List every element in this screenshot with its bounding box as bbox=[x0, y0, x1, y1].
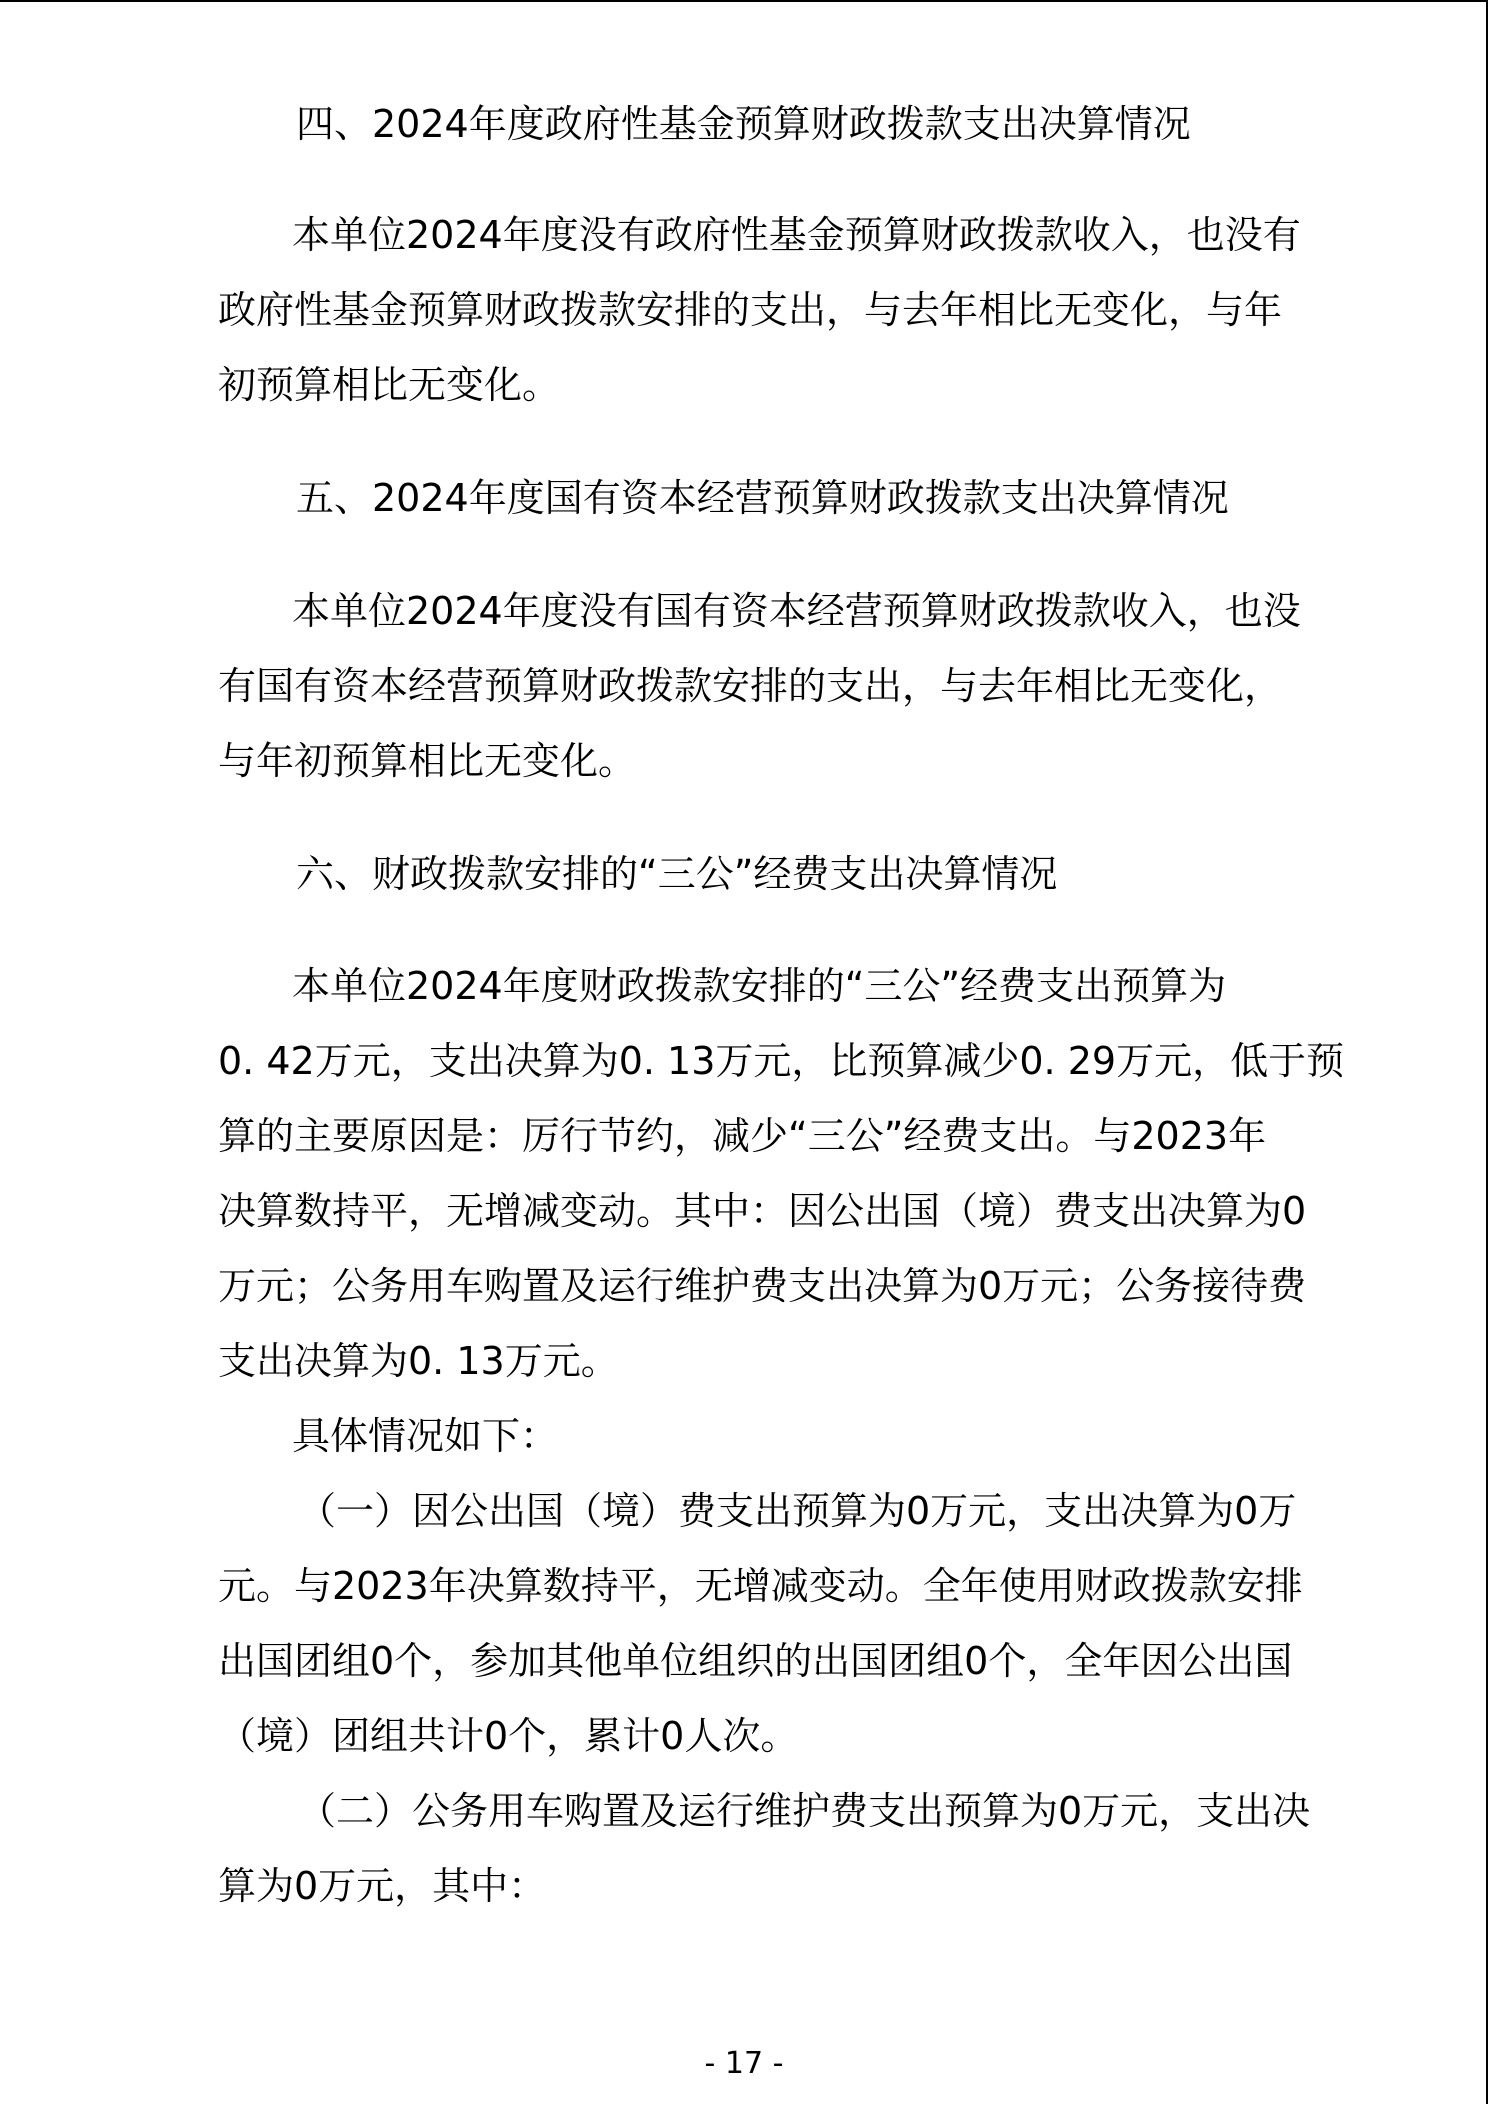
paragraph-line: 有国有资本经营预算财政拨款安排的支出，与去年相比无变化， bbox=[218, 664, 1283, 708]
paragraph-line: （一）因公出国（境）费支出预算为0万元，支出决算为0万 bbox=[298, 1489, 1297, 1533]
section-4-paragraph bbox=[218, 198, 1301, 423]
paragraph-line: 本单位2024年度没有政府性基金预算财政拨款收入，也没有 bbox=[292, 213, 1301, 257]
section-5-heading: 五、2024年度国有资本经营预算财政拨款支出决算情况 bbox=[296, 476, 1229, 520]
paragraph-line: （境）团组共计0个，累计0人次。 bbox=[218, 1714, 799, 1758]
paragraph-line: 元。与2023年决算数持平，无增减变动。全年使用财政拨款安排 bbox=[218, 1564, 1303, 1608]
paragraph-line: 0. 42万元，支出决算为0. 13万元，比预算减少0. 29万元，低于预 bbox=[218, 1039, 1345, 1083]
paragraph-line: 算为0万元，其中： bbox=[218, 1864, 547, 1908]
paragraph-line: 初预算相比无变化。 bbox=[218, 363, 561, 407]
paragraph-line: 与年初预算相比无变化。 bbox=[218, 739, 637, 783]
paragraph-line: 出国团组0个，参加其他单位组织的出国团组0个，全年因公出国 bbox=[218, 1639, 1293, 1683]
paragraph-line: 决算数持平，无增减变动。其中：因公出国（境）费支出决算为0 bbox=[218, 1189, 1307, 1233]
section-4-heading: 四、2024年度政府性基金预算财政拨款支出决算情况 bbox=[296, 102, 1191, 146]
paragraph-line: 支出决算为0. 13万元。 bbox=[218, 1339, 619, 1383]
section-6-paragraph bbox=[218, 949, 1345, 1924]
paragraph-line: 本单位2024年度没有国有资本经营预算财政拨款收入，也没 bbox=[292, 589, 1301, 633]
section-5-paragraph bbox=[218, 574, 1301, 799]
paragraph-line: （二）公务用车购置及运行维护费支出预算为0万元，支出决 bbox=[298, 1789, 1311, 1833]
page-number: - 17 - bbox=[704, 2046, 784, 2081]
paragraph-line: 具体情况如下： bbox=[292, 1414, 559, 1458]
paragraph-line: 算的主要原因是：厉行节约，减少“三公”经费支出。与2023年 bbox=[218, 1114, 1267, 1158]
paragraph-line: 本单位2024年度财政拨款安排的“三公”经费支出预算为 bbox=[292, 964, 1227, 1008]
paragraph-line: 政府性基金预算财政拨款安排的支出，与去年相比无变化，与年 bbox=[218, 288, 1283, 332]
section-6-heading: 六、财政拨款安排的“三公”经费支出决算情况 bbox=[296, 852, 1058, 896]
paragraph-line: 万元；公务用车购置及运行维护费支出决算为0万元；公务接待费 bbox=[218, 1264, 1307, 1308]
